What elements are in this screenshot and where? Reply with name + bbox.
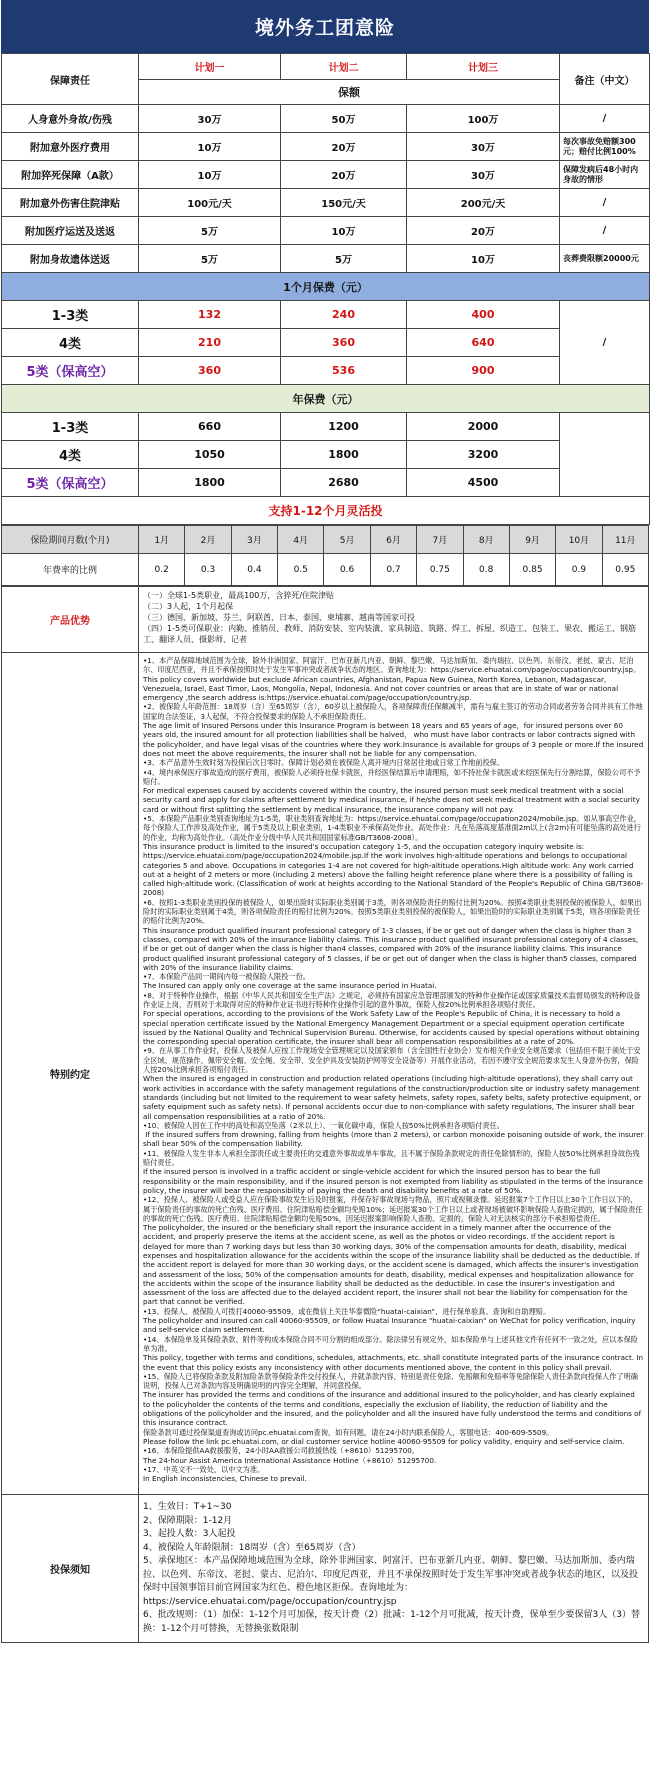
occupation-class: 5类（保高空） bbox=[2, 469, 139, 497]
plan1-amount: 30万 bbox=[139, 105, 281, 133]
coverage-name: 附加意外伤害住院津贴 bbox=[2, 189, 139, 217]
plan2-premium: 240 bbox=[281, 301, 407, 329]
plan1-premium: 1800 bbox=[139, 469, 281, 497]
plan3-amount: 20万 bbox=[407, 217, 560, 245]
plan3-premium: 4500 bbox=[407, 469, 560, 497]
plan2-premium: 1800 bbox=[281, 441, 407, 469]
flexible-months-title: 支持1-12个月灵活投 bbox=[2, 497, 650, 525]
remark-header: 备注（中文） bbox=[560, 54, 650, 105]
coverage-row bbox=[2, 105, 650, 133]
advantages-label: 产品优势 bbox=[2, 587, 139, 653]
plan1-header: 计划一 bbox=[139, 54, 281, 80]
plan3-premium: 900 bbox=[407, 357, 560, 385]
coverage-remark: 丧葬费限额20000元 bbox=[560, 245, 650, 273]
plan1-premium: 1050 bbox=[139, 441, 281, 469]
month-cell: 3月 bbox=[231, 526, 277, 554]
plan3-amount: 30万 bbox=[407, 161, 560, 189]
ratio-cell: 0.3 bbox=[185, 554, 231, 586]
plan3-premium: 640 bbox=[407, 329, 560, 357]
coverage-remark: 每次事故免赔额300元；赔付比例100% bbox=[560, 133, 650, 161]
plan2-amount: 20万 bbox=[281, 161, 407, 189]
notice-label: 投保须知 bbox=[2, 1495, 139, 1643]
month-cell: 2月 bbox=[185, 526, 231, 554]
plan1-premium: 132 bbox=[139, 301, 281, 329]
advantages-text: （一）全球1-5类职业，最高100万，含猝死/住院津贴 （二）3人起，1个月起保 （三）德国、新加坡、芬兰、阿联酋、日本、泰国、柬埔寨、越南等国家可投 （四）1-5类可保职业：内勤、推销员、教师、消防安装、室内装潢、家具制造、筑路、焊工、拆屋、织造工、包装工、果农、搬运工、钢筋工、翻译人员、摄影师、记者 bbox=[139, 587, 649, 653]
month-cell: 4月 bbox=[278, 526, 324, 554]
coverage-name: 附加意外医疗费用 bbox=[2, 133, 139, 161]
annual-premium-row bbox=[2, 441, 650, 469]
plan2-premium: 2680 bbox=[281, 469, 407, 497]
coverage-remark: / bbox=[560, 217, 650, 245]
ratio-cell: 0.5 bbox=[278, 554, 324, 586]
month-cell: 9月 bbox=[509, 526, 555, 554]
plan1-amount: 5万 bbox=[139, 217, 281, 245]
plan1-amount: 10万 bbox=[139, 133, 281, 161]
plan3-premium: 400 bbox=[407, 301, 560, 329]
notice-text: 1、生效日：T+1~30 2、保障期限：1-12月 3、起投人数：3人起投 4、被保险人年龄限制：18周岁（含）至65周岁（含） 5、承保地区：本产品保障地域范围为全球，除外非洲国家、阿富汗、巴布亚新几内亚、朝鲜、黎巴嫩、马达加斯加、委内瑞拉、以色列、东帝汶、老挝、蒙古、尼泊尔、印度尼西亚，并且不承保按照时处于发生军事冲突或者战争状态的地区，以及投保时中国领事馆目前官网国家为红色、橙色地区拒保。查询地址为：https://service.ehuatai.com/page/occupation/country.jsp 6、批改规则：（1）加保：1-12个月可加保，按天计费（2）批减：1-12个月可批减，按天计费，保单至少要保留3人（3）替换：1-12个月可替换，无替换张数限制 bbox=[139, 1495, 649, 1643]
coverage-name: 人身意外身故/伤残 bbox=[2, 105, 139, 133]
coverage-row bbox=[2, 189, 650, 217]
plan3-amount: 30万 bbox=[407, 133, 560, 161]
plan2-amount: 50万 bbox=[281, 105, 407, 133]
period-table bbox=[1, 525, 649, 586]
ratio-label: 年费率的比例 bbox=[2, 554, 139, 586]
coverage-name: 附加医疗运送及送返 bbox=[2, 217, 139, 245]
premium-remark: / bbox=[560, 301, 650, 385]
plan3-amount: 200元/天 bbox=[407, 189, 560, 217]
plan2-premium: 536 bbox=[281, 357, 407, 385]
plan1-premium: 360 bbox=[139, 357, 281, 385]
month-cell: 11月 bbox=[602, 526, 648, 554]
coverage-row bbox=[2, 161, 650, 189]
coverage-row bbox=[2, 217, 650, 245]
occupation-class: 5类（保高空） bbox=[2, 357, 139, 385]
plan3-header: 计划三 bbox=[407, 54, 560, 80]
coverage-remark: / bbox=[560, 189, 650, 217]
ratio-cell: 0.7 bbox=[370, 554, 416, 586]
plan2-amount: 150元/天 bbox=[281, 189, 407, 217]
plan3-premium: 2000 bbox=[407, 413, 560, 441]
month-cell: 7月 bbox=[417, 526, 463, 554]
ratio-cell: 0.85 bbox=[509, 554, 555, 586]
coverage-row bbox=[2, 133, 650, 161]
ratio-cell: 0.8 bbox=[463, 554, 509, 586]
monthly-premium-row bbox=[2, 357, 650, 385]
occupation-class: 4类 bbox=[2, 329, 139, 357]
plan2-premium: 360 bbox=[281, 329, 407, 357]
monthly-premium-row bbox=[2, 329, 650, 357]
coverage-remark: 保障发病后48小时内身故的情形 bbox=[560, 161, 650, 189]
monthly-premium-title: 1个月保费（元） bbox=[2, 273, 650, 301]
plan1-amount: 5万 bbox=[139, 245, 281, 273]
special-terms-text: •1、本产品保障地域范围为全球，除外非洲国家、阿富汗、巴布亚新几内亚、朝鲜、黎巴嫩、马达加斯加、委内瑞拉、以色列、东帝汶、老挝、蒙古、尼泊尔、印度尼西亚，并且不承保按照时处于发生军事冲突或者战争状态的地区。查询地址为：https://service.ehuatai.com/page/occupation/country.jsp。 This policy covers worldwide but exclude African countries, Afghanistan, Papua New Guinea, North Korea, Lebanon, Madagascar, Venezuela, Israel, East Timor, Laos, Mongolia, Nepal, Indonesia. And not cover countries or areas that are in state of war or national emergency ,the search address is:https://service.ehuatai.com/page/occupation/country.jsp. •2、被保险人年龄范围：18周岁（含）至65周岁（含），60岁以上被保险人，各项保障责任保额减半，需有与雇主签订的劳动合同或者劳务合同并具有工作地国家的合法签证，3人起保，不符合投保要求的保险人不承担保险责任。 The age limit of Insured Persons under this Insurance Program is between 18 years and 65 years of age，for insured persons over 60 years old, the insured amount for all protection liabilities shall be halved， who must have labor contracts or labor contracts signed with the policyholder, and have legal visas of the countries where they work.Insurance is available for groups of 3 people or more.If the insured does not meet the above requirements, the insurer shall not be liable for any compensation. •3、本产品意外生效时刻为投保后次日零时。保障计划必须在被保险人离开境内日常居住地或日常工作地前投保。 •4、境内承保医疗事故造成的医疗费用，被保险人必须持社保卡就医，并经医保结算后申请理赔，如不持社保卡就医或未经医保先行分割结算，保险公司不予赔付。 For medical expenses caused by accidents covered within the country, the insured person must seek medical treatment with a social security card and apply for claims after settlement by medical insurance, if he/she does not seek medical treatment with a social security card or without first splitting the settlement by medical insurance, the insurance company will not pay. •5、本保险产品职业类别查询地址为1-5类，职业类别查询地址为：https://service.ehuatai.com/page/occupation2024/mobile.jsp。如从事高空作业，每个保险人工作涉及高处作业，属于5类及以上职业类别，1-4类职业不承保高处作业。高处作业：凡在坠落高度基准面2m以上(含2m)有可能坠落的高处进行的作业，均称为高处作业。（高处作业分级中华人民共和国国家标准GB/T3608-2008）。 This insurance product is limited to the insured's occupation category 1-5, and the occupation category inquiry website is: https://service.ehuatai.com/page/occupation2024/mobile.jsp.If the work involves high-altitude operations and belongs to occupational categories 5 and above. Occupations in categories 1-4 are not covered for high-altitude operations.High altitude work: Any work carried out at a height of 2 meters or more (including 2 meters) above the falling height reference plane where there is a possibility of falling is called high-altitude work. (Classification of work at heights according to the National Standard of the People's Republic of China GB/T3608-2008) •6、按照1-3类职业类别投保的被保险人，如果出险时实际职业类别属于3类，则各项保险责任的赔付比例为20%。按照4类职业类别投保的被保险人，如果出险时的实际职业类别属于4类，则各项保险责任的赔付比例为20%。按照5类职业类别投保的被保险人，如果出险时的实际职业类别属于5类，则各项保险责任的赔付比例为20%。 This insurance product qualified insurant professional category of 1-3 classes, if be or get out of danger when the class is higher than 3 classes, compared with 20% of the insurance liability claims. This insurance product qualified insurant professional category of 4 classes, if be or get out of danger when the class is higher than4 classes, compared with 20% of the insurance liability claims. This insurance product qualified insurant professional category of 5 classes, if be or get out of danger when the class is higher than5 classes, compared with 20% of the insurance liability claims. •7、本保险产品同一期间内每一被保险人限投一份。 The Insured can apply only one coverage at the same insurance period in Huatai. •8、对于特种作业操作，根据《中华人民共和国安全生产法》之规定，必须持有国家应急管理部颁发的特种作业操作证或国家质量技术监督局颁发的特种设备作业证上岗，否则对于未取得对应的特种作业证书进行特种作业操作引起的意外事故，保险人按20%比例承担各项赔付责任。 For special operations, according to the provisions of the Work Safety Law of the People's Republic of China, it is necessary to hold a special operation certificate issued by the National Emergency Management Department or a special equipment operation certificate issued by the National Quality and Technical Supervision Bureau. Otherwise, for accidents caused by special operations without obtaining the corresponding special operation certificate, the insurer shall bear all compensation responsibilities at a rate of 20%. •9、在从事工作作业时，投保人及被保人应按工作现场安全管理规定以及国家颁布（含全国性行业协会）发布相关作业安全规范要求（包括但不限于须处于安全区域、规范操作、佩带安全帽、安全绳、安全带、安全护具及安装防护网等安全设备等）开展作业活动，若因不遵守安全规范要求发生人身意外伤害，保险人按20%比例承担各项赔付责任。 When the insured is engaged in construction and production related operations (including high-altitude operations), they shall carry out work activities in accordance with the safety management regulations of the construction/production site or industry safety management standards (including but not limited to the requirement to wear safety helmets, safety ropes, safety belts, safety protective equipment, or safety equipment such as safety nets). If personal accidents occur due to non-compliance with safety regulations, The insurer shall bear all compensation responsibilities at a ratio of 20%. •10、被保险人因在工作中的高处和高空坠落（2米以上）、一氧化碳中毒，保险人按50%比例承担各项赔付责任。 If the insured suffers from drowning, falling from heights (more than 2 meters), or carbon monoxide poisoning outside of work, the insurer shall bear 50% of the compensation liability. •11、被保险人发生非本人承担全部责任或主要责任的交通意外事故或单车事故，且不属于保险条款规定的责任免除情形的，保险人按50%比例承担身故伤残赔付责任。 If the insured person is involved in a traffic accident or single-vehicle accident for which the insured person has to bear the full responsibility or the main responsibility, and if the insured person is not exempted from liability as stipulated in the terms of the insurance policy, the insurer will bear the responsibility of paying the death and disability benefits at a rate of 50%. •12、投保人、被保险人或受益人应在保险事故发生后及时报案，并保存好事故现场与物品，照片或视频录像。延迟报案7个工作日以上30个工作日以下的，属于保险责任的事故的死亡伤残、医疗费用、住院津贴赔偿金额均免赔10%；延迟报案30个工作日以上或者现场被破坏影响保险人查勘定损的，属于保险责任的事故的死亡伤残、医疗费用、住院津贴赔偿金额均免赔50%，因延迟报案影响保险人查勘、定损的，保险人对无法核实的部分不承担赔偿责任。 The policyholder, the insured or the beneficiary shall report the insurance accident in a timely manner after the occurrence of the accident, and properly preserve the items at the accident scene, as well as the photos or video recordings. If the accident report is delayed for more than 7 working days but less than 30 working days, 30% of the compensation amounts for death, disability, medical expenses and hospitalization allowance for the accidents within the scope of the insurance liability shall be deducted as the deductible. If the accident report is delayed for more than 30 working days, or the accident scene is damaged, which affects the insurer's investigation and assessment of the loss, 50% of the compensation amounts for death, disability, medical expenses and hospitalization allowance for the accidents within the scope of the insurance liability shall be deducted as the deductible. In case the insurer's investigation and assessment of the loss are affected due to the delayed accident report, the insurer shall not bear the liability for compensation for the part that cannot be verified. •13、投保人、被保险人可拨打40060-95509、或在微信上关注华泰微险“huatai-caixian”，进行保单验真、查询和自助理赔。 The policyholder and insured can call 40060-95509, or follow Huatai Insurance "huatai-caixian" on WeChat for policy verification, inquiry and self-service claim settlement. •14、本保险单及其保险条款、附件等构成本保险合同不可分割的组成部分。除法律另有规定外，如本保险单与上述其他文件有任何不一致之处，应以本保险单为准。 This policy, together with terms and conditions, schedules, attachments, etc. shall constitute integrated parts of the insurance contract. In the event that this policy exists any inconsistency with other documents mentioned above, the content in this policy shall prevail. •15、保险人已将保险条款及附加险条款等保险条件交付投保人，并就条款内容，特别是责任免除、免赔额和免赔率等免除保险人责任条款向投保人作了明确说明，投保人已对条款内容及明确说明的内容完全理解，并同意投保。 The insurer has provided the terms and conditions of the insurance and additional insured to the policyholder, and has clearly explained to the policyholder the contents of the terms and conditions, especially the exclusion of liability, the reduction of liability and the obligations of the policyholder and the insured, and the policyholder and all the insured have fully understood the terms and conditions of this insurance contract. 保险条款可通过投保渠道查询或访问pc.ehuatai.com查询，如有问题，请在24小时内联系保险人，客服电话：400-609-5509。 Please follow the link pc.ehuatai.com, or dial customer service hotline 40060-95509 for policy validity, enquiry and self-service claim. •16、本保险提供AA救援服务，24小时AA救援公司救援热线（+8610）51295700。 The 24-hour Assist America International Assistance Hotline（+8610）51295700. •17、中英文不一致处，以中文为准。 In English inconsistencies, Chinese to prevail. bbox=[139, 653, 649, 1495]
coverage-name: 附加身故遗体送返 bbox=[2, 245, 139, 273]
annual-premium-row bbox=[2, 469, 650, 497]
plan2-amount: 20万 bbox=[281, 133, 407, 161]
coverage-header: 保额 bbox=[139, 80, 560, 105]
plan1-amount: 100元/天 bbox=[139, 189, 281, 217]
month-cell: 6月 bbox=[370, 526, 416, 554]
coverage-remark: / bbox=[560, 105, 650, 133]
plan1-premium: 210 bbox=[139, 329, 281, 357]
plan2-header: 计划二 bbox=[281, 54, 407, 80]
month-cell: 5月 bbox=[324, 526, 370, 554]
coverage-name: 附加猝死保障（A款） bbox=[2, 161, 139, 189]
responsibility-header: 保障责任 bbox=[2, 54, 139, 105]
month-cell: 10月 bbox=[556, 526, 602, 554]
plan3-amount: 10万 bbox=[407, 245, 560, 273]
ratio-cell: 0.6 bbox=[324, 554, 370, 586]
annual-premium-row bbox=[2, 413, 650, 441]
ratio-cell: 0.95 bbox=[602, 554, 648, 586]
plan1-premium: 660 bbox=[139, 413, 281, 441]
page-title: 境外务工团意险 bbox=[1, 0, 649, 53]
plan2-amount: 5万 bbox=[281, 245, 407, 273]
month-cell: 8月 bbox=[463, 526, 509, 554]
annual-premium-title: 年保费（元） bbox=[2, 385, 650, 413]
plan2-premium: 1200 bbox=[281, 413, 407, 441]
plan3-amount: 100万 bbox=[407, 105, 560, 133]
plan3-premium: 3200 bbox=[407, 441, 560, 469]
occupation-class: 1-3类 bbox=[2, 413, 139, 441]
plan2-amount: 10万 bbox=[281, 217, 407, 245]
coverage-row bbox=[2, 245, 650, 273]
terms-table bbox=[1, 586, 649, 1643]
occupation-class: 4类 bbox=[2, 441, 139, 469]
occupation-class: 1-3类 bbox=[2, 301, 139, 329]
period-label: 保险期间月数(个月) bbox=[2, 526, 139, 554]
premium-remark bbox=[560, 413, 650, 497]
month-cell: 1月 bbox=[139, 526, 185, 554]
ratio-cell: 0.9 bbox=[556, 554, 602, 586]
special-terms-label: 特别约定 bbox=[2, 653, 139, 1495]
ratio-cell: 0.2 bbox=[139, 554, 185, 586]
plan1-amount: 10万 bbox=[139, 161, 281, 189]
coverage-table bbox=[1, 53, 650, 525]
ratio-cell: 0.4 bbox=[231, 554, 277, 586]
ratio-cell: 0.75 bbox=[417, 554, 463, 586]
monthly-premium-row bbox=[2, 301, 650, 329]
